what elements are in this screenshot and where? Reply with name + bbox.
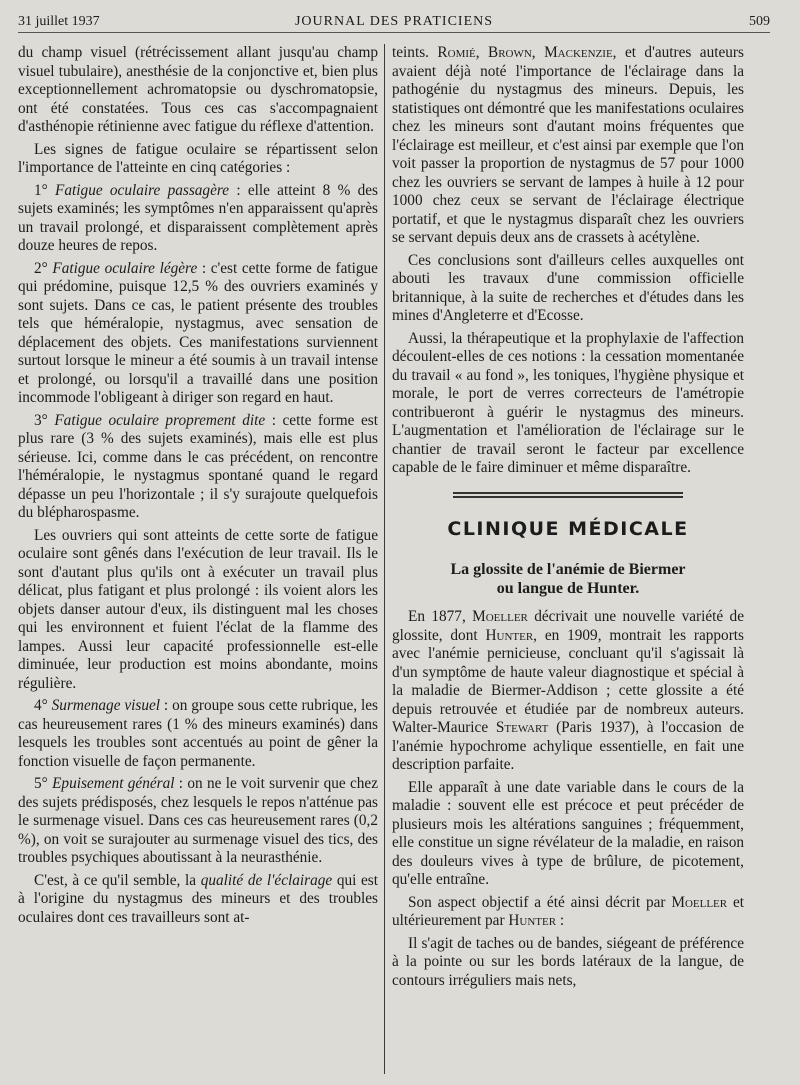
category-text: : c'est cette forme de fatigue qui prédomine, puisque 12,5 % des ouvriers examinés y sont sujets. Dans ce cas, le patient présente des troubles tels que héméralopie, nystagmus, avec sensation de déplacement des objets. Ces manifestations surviennent surtout lorsque le mineur a été soumis à un travail intense et prolongé, ou lorsqu'il a travaillé dans une position incommode l'obligeant à diriger son regard en haut.	[18, 259, 378, 406]
category-number: 3°	[34, 411, 55, 429]
paragraph-therapy: Aussi, la thérapeutique et la prophylaxie de l'affection découlent-elles de ces notions : la cessation momentanée du travail « au fond », les toniques, l'hygiène physique et morale, le port de verres correcteurs de l'amétropie contribueront à guérir le nystagmus des mineurs. L'augmentation et l'amélioration de l'éclairage sur le chantier de travail seront le facteur par excellence capable de le faire diminuer et même disparaître.	[392, 329, 744, 476]
category-number: 4°	[34, 697, 52, 714]
emphasis-lighting-quality: qualité de l'éclairage	[200, 871, 333, 889]
category-title: Fatigue oculaire légère	[52, 259, 198, 277]
category-title: Fatigue oculaire proprement dite	[54, 411, 266, 429]
page-number: 509	[749, 14, 770, 29]
paragraph-lighting: C'est, à ce qu'il semble, la qualité de l'éclairage qui est à l'origine du nystagmus des mineurs et des troubles oculaires dont ces travailleurs sont at-	[18, 871, 378, 926]
category-4	[18, 697, 378, 771]
category-text: : elle atteint 8 % des sujets examinés; les symptômes n'en apparaissent qu'après un travail prolongé, et disparaissent complètement après douze heures de repos.	[18, 181, 378, 254]
article-title: La glossite de l'anémie de Biermer ou langue de Hunter.	[450, 561, 686, 597]
category-text: : cette forme est plus rare (3 % des sujets examinés), mais elle est plus sérieuse. Ici, comme dans le cas précédent, on rencontre l'héméralopie, le nystagmus spontané quand le regard dépasse un peu l'horizontale ; il s'y surajoute quelquefois du blépharospasme.	[18, 411, 379, 521]
paragraph-commission: Ces conclusions sont d'ailleurs celles auxquelles ont abouti les travaux d'une commission officielle britannique, à la suite de recherches et d'études dans les mines d'Angleterre et d'Ecosse.	[392, 251, 744, 324]
section-separator	[453, 492, 683, 498]
journal-name: JOURNAL DES PRATICIENS	[294, 14, 494, 29]
paragraph-workers: Les ouvriers qui sont atteints de cette sorte de fatigue oculaire sont gênés dans l'exécution de leur travail. Ils le sont d'autant plus qu'ils ont à exécuter un travail plus délicat, plus fatigant et plus prolongé : ils voient alors les objets danser autour d'eux, ils distinguent mal les choses qui les environnent et fuient l'éclat de la flamme des lampes. Aussi leur capacité professionnelle est-elle diminuée, leur production est moins abondante, moins régulière.	[18, 526, 378, 692]
paragraph-onset: Elle apparaît à une date variable dans le cours de la maladie : souvent elle est précoce et peut précéder de plusieurs mois les altérations sanguines ; fréquemment, elle constitue un signe révélateur de la maladie, en raison des douleurs vives à type de brûlure, de picotement, qu'elle entraîne.	[392, 778, 744, 888]
category-1	[18, 182, 378, 256]
category-number: 5°	[34, 775, 53, 792]
paragraph-description: Il s'agit de taches ou de bandes, siégeant de préférence à la pointe ou sur les bords latéraux de la langue, de contours irréguliers mais nets,	[392, 934, 744, 989]
paragraph-lighting-continued: teints. Romié, Brown, Mackenzie, et d'autres auteurs avaient déjà noté l'importance de l'éclairage dans la pathogénie du nystagmus des mineurs. Depuis, les statistiques ont démontré que les manifestations oculaires chez les mineurs sont d'autant moins fréquentes que l'éclairage est meilleur, et c'est ainsi par exemple que l'on voit passer la proportion de nystagmus de 57 pour 1000 chez les ouvriers se servant de lampes à huile à 12 pour 1000 chez ceux se servant de l'éclairage électrique portatif, et que le nystagmus disparaît chez les ouvriers se servant depuis deux ans de crassets à acétylène.	[392, 44, 744, 246]
author-name: Moeller	[472, 608, 528, 625]
paragraph-aspect: Son aspect objectif a été ainsi décrit par Moeller et ultérieurement par Hunter :	[392, 893, 744, 929]
author-name: Hunter	[508, 912, 557, 929]
left-column	[18, 44, 378, 931]
section-title: CLINIQUE MÉDICALE	[447, 517, 689, 540]
category-text: : on ne le voit survenir que chez des sujets prédisposés, chez lesquels le repos n'atténue pas le surmenage visuel. Dans ces cas heureusement rares (0,2 %), on voit se surajouter au surmenage visuel des tics, des troubles psychiques aboutissant à la neurasthénie.	[18, 775, 378, 866]
column-divider	[384, 44, 385, 1074]
category-text: : on groupe sous cette rubrique, les cas heureusement rares (1 % des mineurs examinés) dans lesquels les troubles sont accentués au point de gêner la fonction visuelle de façon permanente.	[18, 697, 378, 770]
author-name: Hunter	[485, 626, 534, 644]
right-column	[392, 44, 744, 994]
author-names: Romié, Brown, Mackenzie,	[437, 44, 617, 61]
author-name: Stewart	[495, 719, 549, 736]
author-name: Moeller	[671, 893, 728, 911]
paragraph-history: En 1877, Moeller décrivait une nouvelle variété de glossite, dont Hunter, en 1909, montrait les rapports avec l'anémie pernicieuse, concluant qu'il s'agissait là d'un symptôme de haute valeur diagnostique et spécial à la maladie de Biermer-Addison ; cette glossite a été depuis retrouvée et étudiée par de nombreux auteurs. Walter-Maurice Stewart (Paris 1937), à l'occasion de l'anémie hypochrome achylique essentielle, en fait une description parfaite.	[392, 608, 744, 773]
paragraph-continuation: du champ visuel (rétrécissement allant jusqu'au champ visuel tubulaire), anesthésie de la conjonctive et, bien plus exceptionnellement achromatopsie ou dyschromatopsie, ont été constatées. Tous ces cas s'accompagnaient d'asthénopie rétinienne avec fatigue du réflexe d'attention.	[18, 44, 378, 135]
category-5	[18, 775, 378, 868]
category-title: Epuisement général	[52, 775, 175, 792]
category-title: Fatigue oculaire passagère	[55, 181, 230, 199]
category-title: Surmenage visuel	[51, 697, 161, 714]
category-number: 1°	[34, 181, 56, 199]
paragraph-categories-intro: Les signes de fatigue oculaire se répartissent selon l'importance de l'atteinte en cinq catégories :	[18, 140, 378, 176]
category-3	[18, 412, 378, 523]
category-number: 2°	[34, 259, 53, 277]
category-2	[18, 260, 378, 408]
issue-date: 31 juillet 1937	[18, 14, 100, 29]
page-header	[18, 12, 770, 33]
